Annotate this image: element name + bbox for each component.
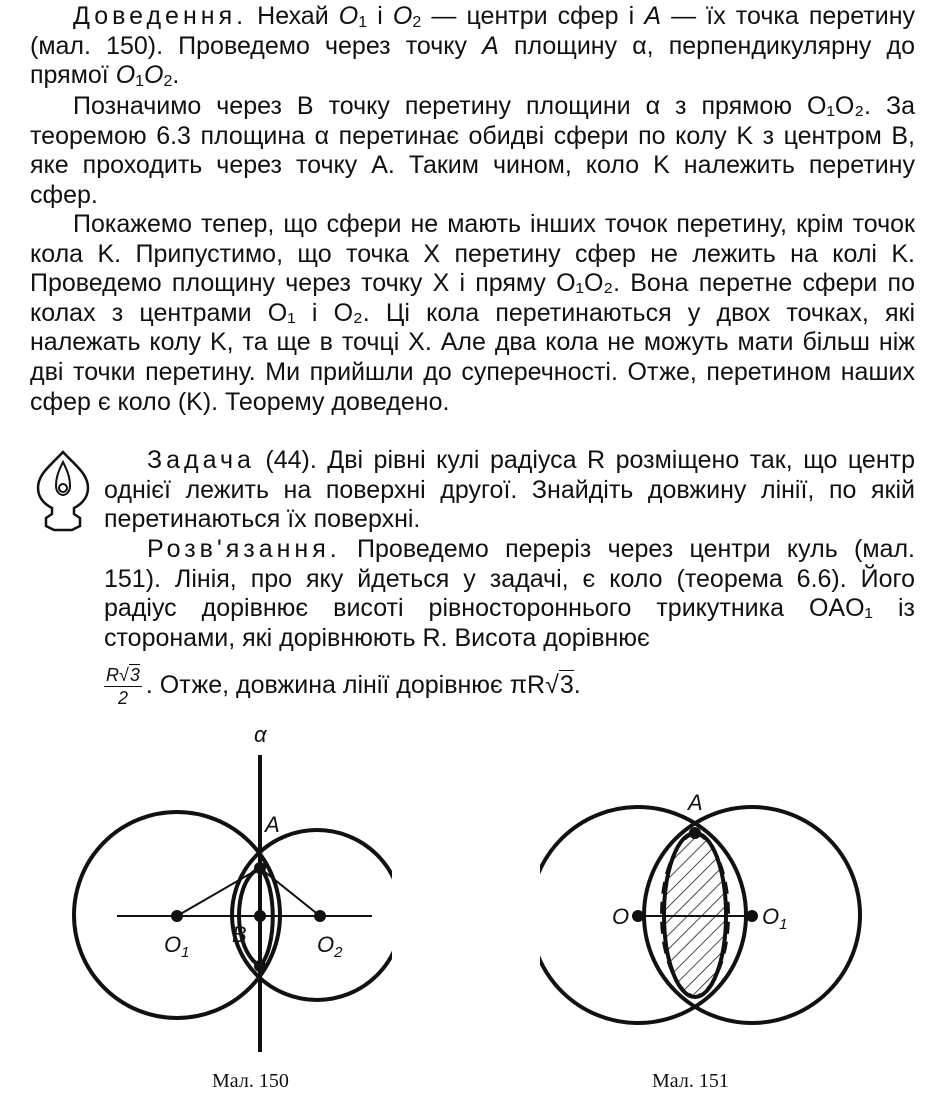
symbol-o2: O bbox=[392, 2, 413, 30]
label-alpha: α bbox=[254, 722, 267, 747]
point-o bbox=[632, 910, 644, 922]
radicand: 3 bbox=[559, 671, 574, 700]
symbol-a: A bbox=[644, 2, 662, 30]
symbol-o2: O bbox=[144, 61, 164, 90]
radicand: 3 bbox=[129, 665, 140, 685]
solution-paragraph bbox=[104, 535, 915, 653]
subscript: 2 bbox=[412, 14, 422, 31]
text-run: площину α, перпендикулярну до прямої bbox=[30, 31, 915, 90]
solution-lead: Розв'язання. bbox=[147, 535, 341, 563]
label-b: B bbox=[232, 922, 247, 947]
label-o1: $O_1$ bbox=[762, 904, 788, 933]
fraction-numerator: R√3 bbox=[106, 665, 140, 685]
caption-figure-151: Мал. 151 bbox=[652, 1070, 729, 1092]
label-o1: $O_1$ bbox=[164, 932, 190, 961]
text-run: . bbox=[172, 61, 180, 90]
text-run: — центри сфер і bbox=[421, 2, 645, 30]
proof-paragraph bbox=[30, 2, 915, 91]
symbol-o1: O bbox=[115, 61, 136, 90]
sqrt-sign: √ bbox=[545, 671, 559, 700]
figure-150-two-spheres bbox=[72, 720, 392, 1060]
subscript: 2 bbox=[163, 73, 173, 91]
problem-statement bbox=[104, 446, 915, 535]
paragraph-contradiction: Покажемо тепер, що сфери не мають інших точок перетину, крім точок кола K. Припустимо, що точка X перетину сфер не лежить на колі K. Проведемо площину через точку X і пряму O₁O₂. Вона перетне сфери по колах з центрами O₁ і O₂. Ці кола перетинаються у двох точках, які належать колу K, та ще в точці X. Але два кола не можуть мати більш ніж дві точки перетину. Ми прийшли до суперечності. Отже, перетином наших сфер є коло (K). Теорему доведено. bbox=[30, 210, 915, 416]
label-o2: $O_2$ bbox=[317, 932, 343, 961]
subscript: 1 bbox=[135, 73, 145, 91]
solution-final-line bbox=[104, 664, 581, 709]
final-text: . Отже, довжина лінії дорівнює πR bbox=[145, 671, 546, 700]
point-o1 bbox=[171, 910, 183, 922]
point-b bbox=[254, 910, 266, 922]
figure-151-two-balls bbox=[540, 780, 870, 1060]
text-run: . bbox=[573, 671, 581, 700]
subscript: 1 bbox=[358, 14, 368, 31]
problem-text: (44). Дві рівні кулі радіуса R розміщено так, що центр однієї лежить на поверхні другої. Знайдіть довжину лінії, по якій перетинаються їх поверхні. bbox=[104, 446, 915, 534]
paragraph-plane-intersection: Позначимо через B точку перетину площини α з прямою O₁O₂. За теоремою 6.3 площина α перетинає обидві сфери по колу K з центром B, яке проходить через точку A. Таким чином, коло K належить перетину сфер. bbox=[30, 92, 915, 209]
text-run: і bbox=[367, 2, 393, 30]
point-o1 bbox=[746, 910, 758, 922]
text-run: Нехай bbox=[247, 2, 339, 30]
problem-lead: Задача bbox=[147, 446, 255, 474]
point-a bbox=[689, 827, 701, 839]
proof-lead: Доведення. bbox=[73, 2, 248, 30]
radius-o1-a bbox=[177, 868, 260, 916]
label-a: A bbox=[265, 812, 280, 837]
symbol-a: A bbox=[482, 31, 499, 60]
symbol-r: R bbox=[106, 665, 119, 685]
label-o: O bbox=[612, 904, 630, 929]
solution-text: Проведемо переріз через центри куль (мал. 151). Лінія, про яку йдеться у задачі, є коло (теорема 6.6). Його радіус дорівнює висоті рівностороннього трикутника OAO₁ із сторонами, які дорівнюють R. Висота дорівнює bbox=[104, 535, 915, 652]
fraction-denominator: 2 bbox=[117, 688, 128, 708]
point-a bbox=[254, 862, 266, 874]
problem-marker-icon bbox=[30, 448, 96, 532]
caption-figure-150: Мал. 150 bbox=[212, 1070, 289, 1092]
text-run: — їх точка перетину (мал. 150). Проведемо через точку bbox=[30, 2, 915, 60]
point-o2 bbox=[314, 910, 326, 922]
label-a: A bbox=[688, 790, 703, 815]
point-a-lower bbox=[254, 960, 266, 972]
fraction-r-sqrt3-over-2 bbox=[104, 664, 142, 709]
symbol-o1: O bbox=[338, 2, 359, 30]
